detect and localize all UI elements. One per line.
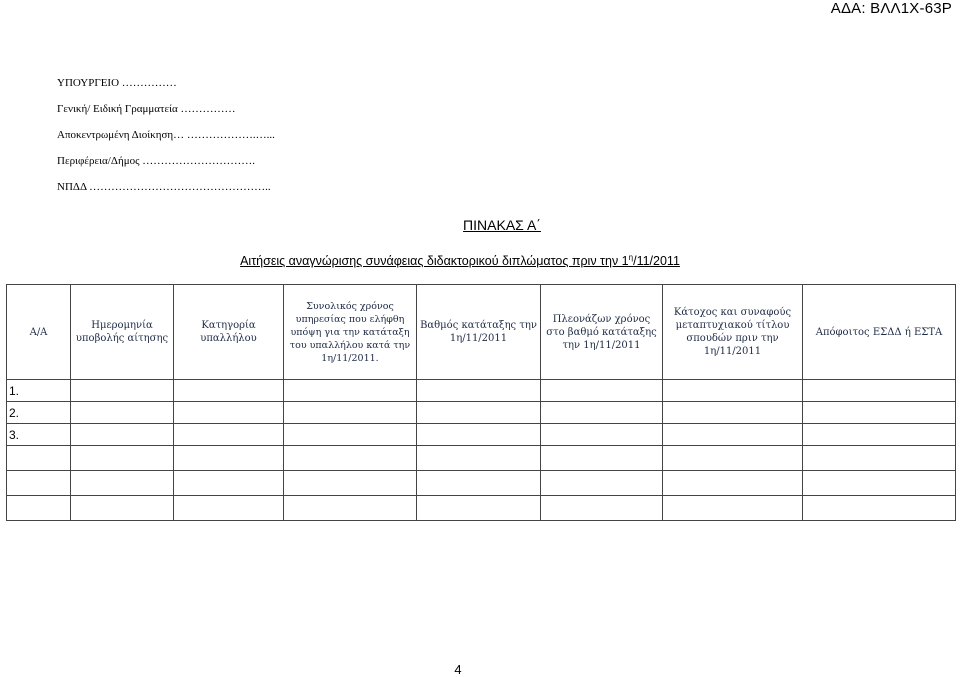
table-title: ΠΙΝΑΚΑΣ Α΄	[463, 217, 541, 233]
table-row	[7, 380, 956, 402]
row-number: 2.	[7, 402, 71, 424]
ada-watermark: ΑΔΑ: ΒΛΛ1Χ-63Ρ	[830, 0, 952, 17]
subtitle-suffix: /11/2011	[633, 254, 680, 269]
table-title-wrap	[0, 217, 960, 233]
admin-line: Αποκεντρωμένη Διοίκηση… ……………….…...	[57, 129, 275, 141]
col-surplus-time: Πλεονάζων χρόνος στο βαθμό κατάταξης την 1η/11/2011	[541, 285, 663, 380]
ministry-line: ΥΠΟΥΡΓΕΙΟ ……………	[57, 77, 177, 89]
npdd-line: ΝΠΔΔ …………………………………………..	[57, 181, 271, 193]
page-number: 4	[454, 662, 462, 677]
row-number: 3.	[7, 424, 71, 446]
row-number	[7, 471, 71, 496]
table-row	[7, 496, 956, 521]
col-total-service-time: Συνολικός χρόνος υπηρεσίας που ελήφθη υπόψη για την κατάταξη του υπαλλήλου κατά την 1η/11/2011.	[284, 285, 417, 380]
col-esdd-graduate: Απόφοιτος ΕΣΔΔ ή ΕΣΤΑ	[803, 285, 956, 380]
col-aa: Α/Α	[7, 285, 71, 380]
col-grade: Βαθμός κατάταξης την 1η/11/2011	[417, 285, 541, 380]
table-row	[7, 424, 956, 446]
table-subtitle	[0, 253, 920, 268]
row-number	[7, 446, 71, 471]
row-number	[7, 496, 71, 521]
col-masters-holder: Κάτοχος και συναφούς μεταπτυχιακού τίτλου σπουδών πριν την 1η/11/2011	[663, 285, 803, 380]
header-block	[57, 76, 275, 206]
region-line: Περιφέρεια/Δήμος ………………………….	[57, 155, 255, 167]
subtitle-text: Αιτήσεις αναγνώρισης συνάφειας διδακτορικού διπλώματος πριν την 1	[240, 254, 629, 269]
col-submission-date: Ημερομηνία υποβολής αίτησης	[71, 285, 174, 380]
applications-table	[6, 284, 956, 521]
subtitle-sup: η	[628, 253, 634, 262]
table-row	[7, 402, 956, 424]
table-row	[7, 471, 956, 496]
row-number: 1.	[7, 380, 71, 402]
col-employee-category: Κατηγορία υπαλλήλου	[174, 285, 284, 380]
table-row	[7, 446, 956, 471]
table-header-row	[7, 285, 956, 380]
secretariat-line: Γενική/ Ειδική Γραμματεία ……………	[57, 103, 236, 115]
